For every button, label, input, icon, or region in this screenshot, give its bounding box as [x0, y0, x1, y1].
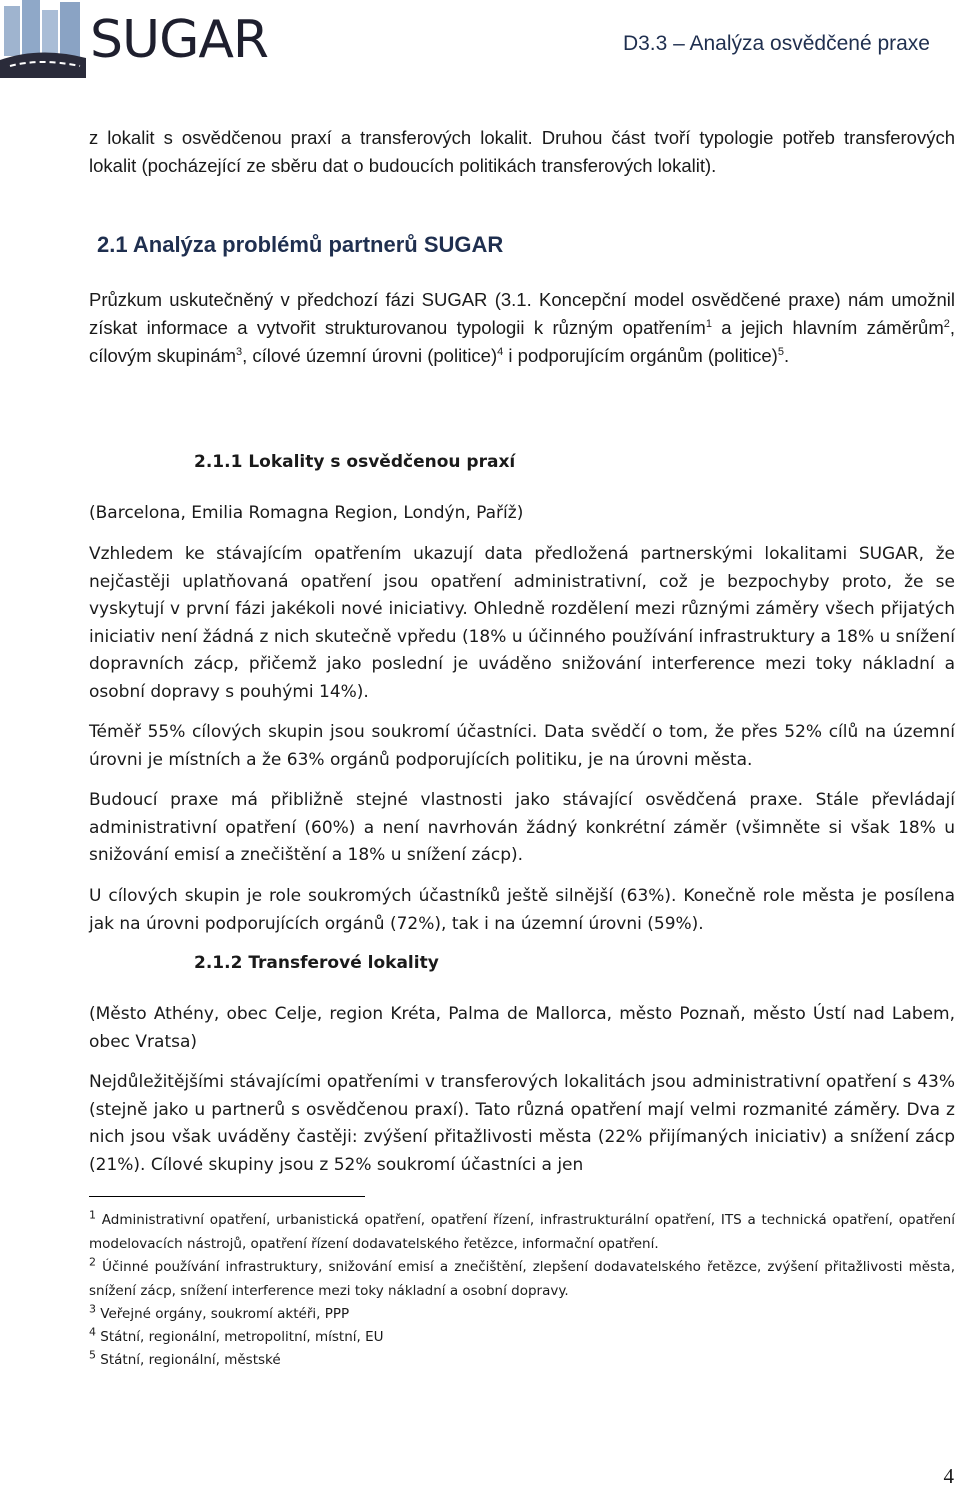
footnote-4: $^4$ Státní, regionální, metropolitní, místní, EU [89, 1325, 384, 1345]
logo-text: SUGAR [90, 10, 269, 70]
section-heading: 2.1 Analýza problémů partnerů SUGAR [97, 232, 504, 257]
best-practice-paragraph-1: Vzhledem ke stávajícím opatřením ukazují data předložená partnerskými lokalitami SUGAR, že nejčastěji uplatňovaná opatření jsou opatření administrativní, což je bezpochyby proto, že se vyskytují v první fázi jakékoli nové iniciativy. Ohledně rozdělení mezi různými záměry všech přijatých iniciativ není žádná z nich skutečně vpředu (18% u účinného používání infrastruktury a 18% u snížení dopravních zácp, přičemž jako poslední je uváděno snižování interference mezi toky nákladní a osobní dopravy s pouhými 14%). [89, 544, 955, 702]
transfer-paragraph-1: Nejdůležitějšími stávajícími opatřeními v transferových lokalitách jsou administrativní opatření s 43% (stejně jako u partnerů s osvědčenou praxí). Tato různá opatření mají velmi rozmanité záměry. Dva z nich jsou však uváděny častěji: zvýšení přitažlivosti města (22% přijímaných iniciativ) a snížení zácp (21%). Cílové skupiny jsou z 52% soukromí účastníci a jen [89, 1072, 955, 1175]
sugar-logo [0, 0, 269, 78]
intro-paragraph: z lokalit s osvědčenou praxí a transferových lokalit. Druhou část tvoří typologie potřeb transferových lokalit (pocházející ze sběru dat o budoucích politikách transferových lokalit). [89, 127, 955, 176]
footnote-2: $^2$ Účinné používání infrastruktury, snižování emisí a znečištění, zlepšení dodavatelského řetězce, zvýšení přitažlivosti města, snížení zácp, snížení interference mezi toky nákladní a osobní dopravy. [89, 1255, 955, 1299]
best-practice-paragraph-2: Téměř 55% cílových skupin jsou soukromí účastníci. Data svědčí o tom, že přes 52% cílů na územní úrovni je místních a že 63% orgánů podporujících politiku, je na úrovni města. [89, 722, 955, 770]
footnote-1: $^1$ Administrativní opatření, urbanistická opatření, opatření řízení, infrastrukturální opatření, ITS a technická opatření, opatření modelovacích nástrojů, opatření řízení dodavatelského řetězce, informační opatření. [89, 1208, 955, 1252]
footnote-divider [89, 1196, 365, 1197]
footnote-ref-1: 1 [705, 317, 712, 330]
footnote-ref-2: 2 [943, 317, 950, 330]
footnote-5: $^5$ Státní, regionální, městské [89, 1348, 281, 1368]
document-title: D3.3 – Analýza osvědčené praxe [622, 32, 930, 55]
footnote-ref-3: 3 [236, 345, 243, 358]
best-practice-paragraph-3: Budoucí praxe má přibližně stejné vlastnosti jako stávající osvědčená praxe. Stále převládají administrativní opatření (60%) a není navrhován žádný konkrétní záměr (všimněte si však 18% u snižování emisí a znečištění a 18% u snížení zácp). [89, 790, 955, 865]
footnote-ref-4: 4 [497, 345, 504, 358]
section-lead-paragraph: Průzkum uskutečněný v předchozí fázi SUGAR (3.1. Koncepční model osvědčené praxe) nám umožnil získat informace a vytvořit strukturovanou typologii k různým opatřením$^1$ a jejich hlavním záměrům$^2$, cílovým skupinám$^3$, cílové územní úrovni (politice)$^4$ i podporujícím orgánům (politice)$^5$. [89, 289, 955, 366]
subsection-heading-best-practice: 2.1.1 Lokality s osvědčenou praxí [194, 452, 516, 472]
best-practice-locations: (Barcelona, Emilia Romagna Region, Londýn, Paříž) [89, 503, 524, 523]
transfer-locations: (Město Athény, obec Celje, region Kréta, Palma de Mallorca, město Poznaň, město Ústí nad Labem, obec Vratsa) [89, 1004, 955, 1052]
page-number: 4 [943, 1464, 954, 1488]
footnote-3: $^3$ Veřejné orgány, soukromí aktéři, PPP [89, 1302, 350, 1322]
page-header [0, 0, 960, 80]
subsection-heading-transfer: 2.1.2 Transferové lokality [194, 953, 439, 973]
footnote-ref-5: 5 [777, 345, 784, 358]
best-practice-paragraph-4: U cílových skupin je role soukromých účastníků ještě silnější (63%). Konečně role města je posílena jak na úrovni podporujících orgánů (72%), tak i na územní úrovni (59%). [89, 886, 955, 934]
